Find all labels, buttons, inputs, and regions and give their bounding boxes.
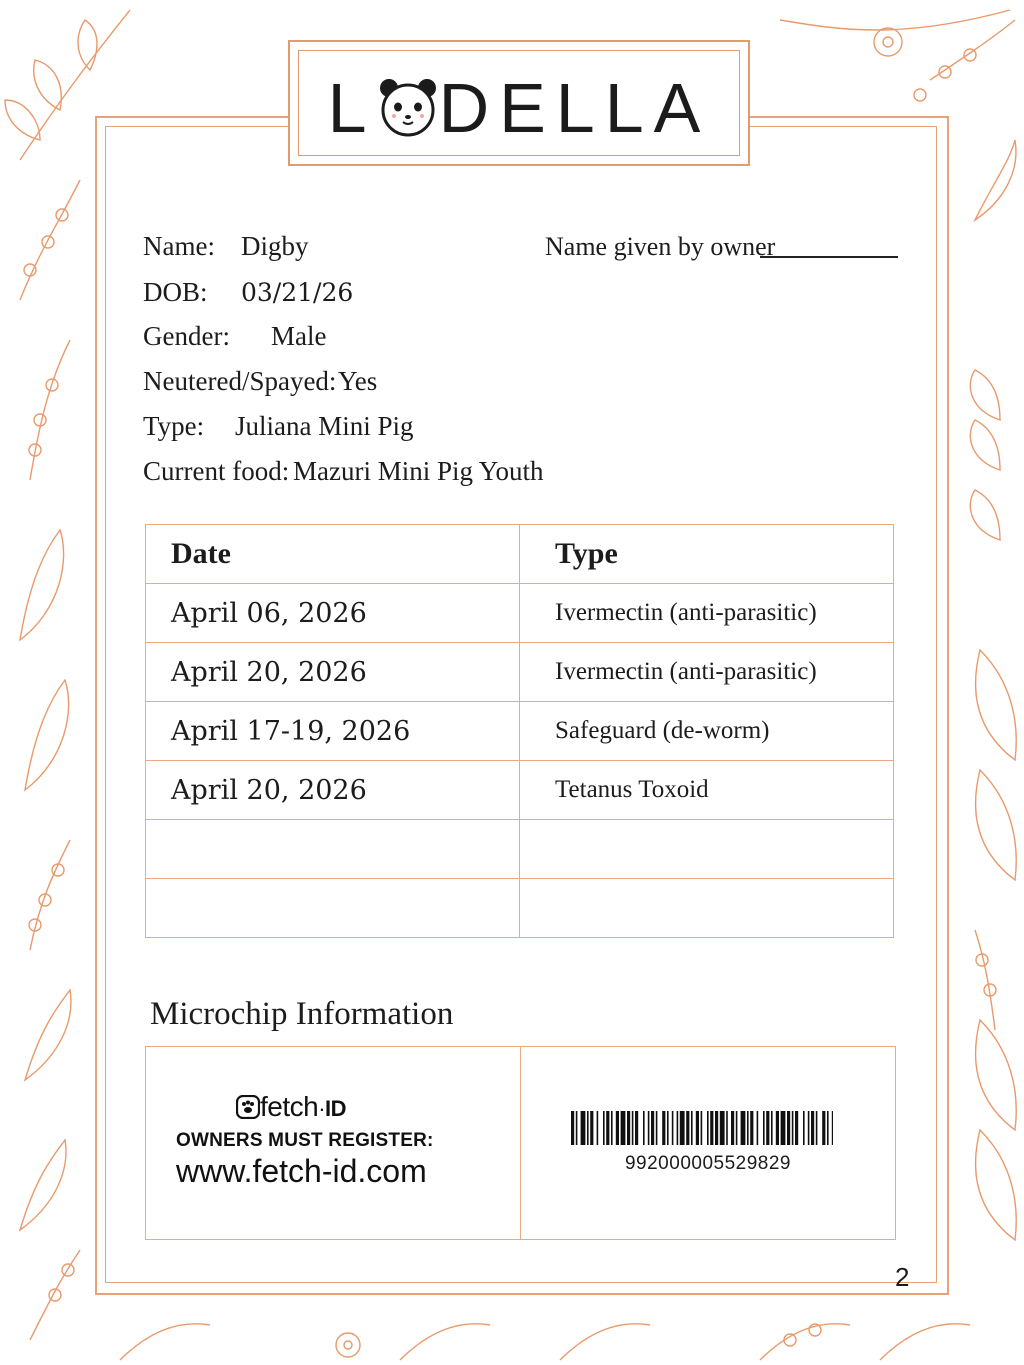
name-value: Digby	[241, 231, 309, 261]
type-cell: Tetanus Toxoid	[520, 761, 894, 820]
date-column-header: Date	[146, 525, 520, 584]
date-cell: April 20, 2026	[146, 643, 520, 702]
type-value: Juliana Mini Pig	[235, 411, 414, 441]
date-cell: April 20, 2026	[146, 761, 520, 820]
page-number: 2	[895, 1262, 910, 1292]
type-cell	[520, 879, 894, 938]
table-row	[146, 643, 894, 702]
date-cell	[146, 820, 520, 879]
treatment-table	[145, 524, 894, 938]
brand-logo	[299, 69, 739, 147]
owner-name-blank[interactable]	[760, 256, 898, 258]
microchip-box	[145, 1046, 896, 1240]
date-cell: April 06, 2026	[146, 584, 520, 643]
chip-number: 992000005529829	[624, 1153, 791, 1174]
dob-row	[143, 276, 353, 309]
name-label: Name:	[143, 231, 215, 261]
logo-text-left: L	[327, 69, 377, 147]
food-row	[143, 455, 544, 487]
food-label: Current food:	[143, 456, 290, 486]
type-row	[143, 410, 414, 442]
table-row	[146, 761, 894, 820]
gender-value: Male	[271, 321, 327, 351]
type-column-header: Type	[520, 525, 894, 584]
table-row	[146, 879, 894, 938]
barcode-icon	[571, 1111, 833, 1145]
register-note: OWNERS MUST REGISTER:	[176, 1130, 434, 1151]
date-cell	[146, 879, 520, 938]
food-value: Mazuri Mini Pig Youth	[293, 456, 544, 486]
type-label: Type:	[143, 411, 205, 441]
type-cell: Ivermectin (anti-parasitic)	[520, 584, 894, 643]
fetch-brand-id: ID	[325, 1096, 347, 1121]
logo-text-right: DELLA	[438, 69, 711, 147]
type-cell	[520, 820, 894, 879]
date-cell: April 17-19, 2026	[146, 702, 520, 761]
register-url[interactable]: www.fetch-id.com	[176, 1153, 427, 1189]
paw-icon	[236, 1095, 260, 1119]
type-cell: Safeguard (de-worm)	[520, 702, 894, 761]
microchip-sticker	[146, 1047, 521, 1239]
table-row	[146, 820, 894, 879]
owner-name-label: Name given by owner	[545, 232, 776, 261]
pet-name-row	[143, 230, 309, 262]
panda-face-icon	[377, 76, 439, 138]
neutered-label: Neutered/Spayed:	[143, 366, 337, 396]
microchip-barcode-area	[521, 1047, 895, 1239]
logo-header	[288, 40, 750, 166]
gender-label: Gender:	[143, 321, 230, 351]
neutered-row	[143, 365, 377, 397]
table-row	[146, 702, 894, 761]
dob-label: DOB:	[143, 277, 208, 307]
dob-value: 03/21/26	[241, 278, 354, 307]
microchip-title: Microchip Information	[150, 996, 454, 1032]
gender-row	[143, 320, 326, 352]
type-cell: Ivermectin (anti-parasitic)	[520, 643, 894, 702]
fetch-brand-text: fetch	[260, 1091, 319, 1122]
table-row	[146, 584, 894, 643]
table-header-row	[146, 525, 894, 584]
fetch-id-logo: fetch·ID	[236, 1091, 346, 1123]
neutered-value: Yes	[338, 366, 378, 396]
